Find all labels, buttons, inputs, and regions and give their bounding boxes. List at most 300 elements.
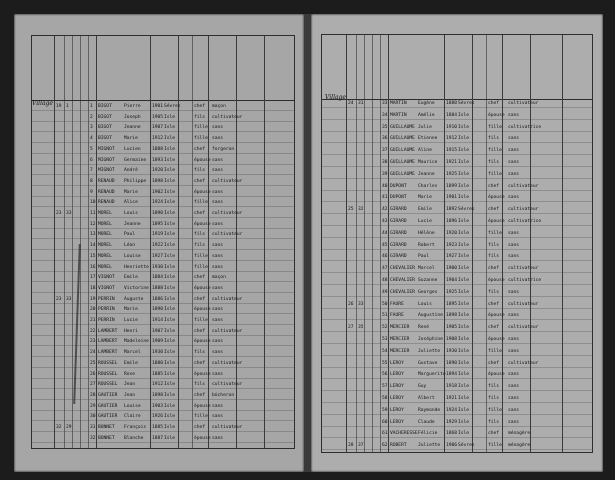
cell-year: 1929 <box>446 419 458 425</box>
cell-first: Louis <box>418 301 432 307</box>
cell-rel: épouse <box>488 219 505 224</box>
cell-rel: fils <box>488 396 500 401</box>
cell-first: Marie <box>418 195 432 201</box>
cell-rel: fils <box>488 160 500 165</box>
cell-first: Germaine <box>124 157 147 163</box>
cell-year: 1890 <box>152 211 164 216</box>
cell-year: 1895 <box>446 301 458 307</box>
cell-name: VIGNOT <box>98 285 115 291</box>
row-rule <box>322 213 592 214</box>
cell-first: Eugène <box>418 101 435 106</box>
row-rule <box>322 437 592 438</box>
cell-year: 1927 <box>152 253 164 259</box>
cell-name: ROUSSEL <box>98 371 118 377</box>
cell-name: MOREL <box>98 221 112 227</box>
cell-job: sans <box>508 313 520 319</box>
cell-place: Isle <box>458 219 470 224</box>
cell-name: MERCIER <box>390 348 410 354</box>
cell-name: RENAUD <box>98 200 115 206</box>
cell-name: LAMBERT <box>98 339 118 345</box>
cell-place: Isle <box>164 168 176 174</box>
cell-name: MIGNOT <box>98 146 115 152</box>
cell-n: 37 <box>382 148 388 154</box>
cell-rel: chef <box>194 146 206 152</box>
cell-job: sans <box>508 230 520 236</box>
row-rule <box>32 121 294 122</box>
cell-year: 1868 <box>446 431 458 437</box>
cell-first: Auguste <box>124 296 144 302</box>
cell-name: LEROY <box>390 384 404 390</box>
cell-place: Isle <box>458 372 470 378</box>
cell-n: 16 <box>90 264 96 270</box>
cell-b: 33 <box>358 301 364 307</box>
cell-n: 23 <box>90 339 96 345</box>
cell-rel: fille <box>488 171 502 177</box>
cell-rel: fils <box>194 232 206 238</box>
cell-year: 1901 <box>152 104 164 109</box>
cell-job: sans <box>212 253 224 259</box>
cell-year: 1921 <box>446 160 458 165</box>
cell-place: Sévres <box>458 101 475 106</box>
cell-job: sans <box>212 264 224 270</box>
cell-job: cultivateur <box>212 360 243 366</box>
row-rule <box>322 319 592 320</box>
cell-place: Isle <box>164 382 176 388</box>
cell-rel: épouse <box>488 337 505 342</box>
cell-year: 1905 <box>152 114 164 120</box>
cell-year: 1902 <box>152 189 164 195</box>
cell-place: Isle <box>164 232 176 238</box>
cell-b: 31 <box>358 101 364 106</box>
cell-job: sans <box>508 254 520 260</box>
cell-name: CHEVALIER <box>390 278 415 283</box>
cell-n: 20 <box>90 307 96 313</box>
cell-job: cultivatrice <box>508 124 542 130</box>
cell-job: sans <box>212 125 224 131</box>
cell-rel: fils <box>194 382 206 388</box>
row-rule <box>32 420 294 421</box>
cell-job: maçon <box>212 104 226 109</box>
cell-first: Charles <box>418 183 438 189</box>
cell-first: Alice <box>124 200 138 206</box>
cell-year: 1893 <box>152 157 164 163</box>
cell-place: Isle <box>458 337 470 342</box>
cell-year: 1900 <box>446 266 458 272</box>
cell-first: Paul <box>418 254 430 260</box>
cell-rel: fille <box>488 407 502 413</box>
row-rule <box>322 237 592 238</box>
cell-name: LAMBERT <box>98 328 118 334</box>
row-rule <box>322 142 592 143</box>
cell-year: 1898 <box>152 178 164 184</box>
cell-name: FAURE <box>390 313 404 319</box>
row-rule <box>32 410 294 411</box>
cell-n: 5 <box>90 146 93 152</box>
cell-n: 21 <box>90 318 96 323</box>
cell-place: Isle <box>164 318 176 323</box>
row-rule <box>32 313 294 314</box>
row-rule <box>32 271 294 272</box>
cell-job: sans <box>508 242 520 248</box>
cell-first: Lucie <box>418 219 432 224</box>
cell-first: Léon <box>124 243 136 249</box>
row-rule <box>322 355 592 356</box>
row-rule <box>322 225 592 226</box>
cell-job: cultivateur <box>508 325 539 331</box>
row-rule <box>322 367 592 368</box>
cell-year: 1912 <box>152 136 164 142</box>
cell-year: 1899 <box>446 183 458 189</box>
cell-first: Joséphine <box>418 337 443 342</box>
cell-rel: fille <box>488 443 502 449</box>
cell-name: LEROY <box>390 372 404 378</box>
row-rule <box>32 206 294 207</box>
right-register-page <box>311 14 603 472</box>
cell-name: MOREL <box>98 211 112 216</box>
cell-name: GIRARD <box>390 230 407 236</box>
cell-first: Marie <box>124 189 138 195</box>
cell-n: 47 <box>382 266 388 272</box>
cell-n: 2 <box>90 114 93 120</box>
cell-rel: fils <box>194 243 206 249</box>
cell-job: sans <box>508 372 520 378</box>
cell-year: 1912 <box>152 382 164 388</box>
row-rule <box>32 442 294 443</box>
cell-first: Henriette <box>124 264 149 270</box>
cell-job: sans <box>212 307 224 313</box>
cell-n: 14 <box>90 243 96 249</box>
cell-job: cultivateur <box>212 114 243 120</box>
book-gutter <box>304 14 311 472</box>
cell-name: MIGNOT <box>98 157 115 163</box>
cell-rel: fils <box>488 419 500 425</box>
left-register-table <box>31 35 295 449</box>
cell-rel: fils <box>488 242 500 248</box>
cell-n: 51 <box>382 313 388 319</box>
cell-year: 1901 <box>446 195 458 201</box>
cell-year: 1909 <box>152 339 164 345</box>
cell-rel: fille <box>194 253 208 259</box>
cell-first: Victorine <box>124 285 149 291</box>
cell-job: sans <box>212 136 224 142</box>
cell-rel: chef <box>488 301 500 307</box>
cell-name: GUILLAUME <box>390 171 415 177</box>
cell-place: Isle <box>458 313 470 319</box>
cell-place: Isle <box>164 253 176 259</box>
cell-first: Guy <box>418 384 427 390</box>
cell-name: BIGOT <box>98 125 112 131</box>
cell-place: Isle <box>458 266 470 272</box>
cell-place: Isle <box>458 171 470 177</box>
cell-place: Isle <box>164 211 176 216</box>
row-rule <box>32 345 294 346</box>
cell-year: 1898 <box>152 392 164 398</box>
cell-first: Philippe <box>124 178 147 184</box>
cell-n: 28 <box>90 392 96 398</box>
cell-place: Isle <box>458 325 470 331</box>
cell-n: 53 <box>382 337 388 342</box>
cell-job: sans <box>508 148 520 154</box>
cell-first: Georges <box>418 289 438 295</box>
right-register-table <box>321 34 593 453</box>
cell-name: ROUSSEL <box>98 360 118 366</box>
cell-rel: fille <box>194 318 208 323</box>
cell-rel: chef <box>488 207 500 213</box>
cell-place: Sévres <box>458 207 475 213</box>
cell-job: sans <box>508 407 520 413</box>
cell-n: 46 <box>382 254 388 260</box>
cell-name: LEROY <box>390 396 404 401</box>
cell-place: Isle <box>458 419 470 425</box>
row-rule <box>32 303 294 304</box>
cell-rel: chef <box>194 275 206 281</box>
row-rule <box>322 272 592 273</box>
cell-rel: fille <box>488 230 502 236</box>
cell-first: Marie <box>124 136 138 142</box>
cell-n: 24 <box>90 350 96 356</box>
cell-rel: fils <box>488 384 500 390</box>
cell-name: VACHERESSE <box>390 431 418 437</box>
cell-place: Isle <box>458 396 470 401</box>
cell-place: Isle <box>164 178 176 184</box>
cell-first: Julie <box>418 124 432 130</box>
cell-job: cultivatrice <box>508 278 542 283</box>
left-register-page <box>14 14 304 472</box>
cell-name: GAUTIER <box>98 403 118 409</box>
cell-n: 25 <box>90 360 96 366</box>
cell-n: 31 <box>90 425 96 430</box>
cell-place: Isle <box>458 160 470 165</box>
row-rule <box>32 335 294 336</box>
cell-n: 49 <box>382 289 388 295</box>
cell-year: 1912 <box>446 136 458 142</box>
cell-n: 19 <box>90 296 96 302</box>
cell-job: sans <box>212 243 224 249</box>
cell-rel: chef <box>488 325 500 331</box>
cell-place: Isle <box>164 157 176 163</box>
cell-first: Amélie <box>418 112 435 118</box>
cell-year: 1898 <box>446 313 458 319</box>
row-rule <box>322 331 592 332</box>
cell-b: 33 <box>66 296 72 302</box>
row-rule <box>322 154 592 155</box>
cell-place: Isle <box>164 296 176 302</box>
cell-name: GUILLAUME <box>390 148 415 154</box>
cell-year: 1919 <box>152 232 164 238</box>
cell-year: 1922 <box>152 243 164 249</box>
cell-n: 40 <box>382 183 388 189</box>
cell-name: ROUSSEL <box>98 382 118 388</box>
cell-name: MOREL <box>98 243 112 249</box>
cell-first: Juliette <box>418 348 441 354</box>
row-rule <box>32 431 294 432</box>
row-rule <box>322 308 592 309</box>
row-rule <box>322 284 592 285</box>
cell-job: cultivateur <box>212 232 243 238</box>
cell-year: 1915 <box>446 148 458 154</box>
cell-job: sans <box>212 435 224 441</box>
cell-n: 29 <box>90 403 96 409</box>
cell-job: sans <box>212 403 224 409</box>
cell-place: Isle <box>458 148 470 154</box>
cell-first: Suzanne <box>418 278 438 283</box>
cell-n: 15 <box>90 253 96 259</box>
cell-n: 33 <box>382 101 388 106</box>
cell-name: GIRARD <box>390 219 407 224</box>
row-rule <box>322 131 592 132</box>
cell-name: GAUTIER <box>98 414 118 420</box>
cell-place: Isle <box>458 136 470 142</box>
cell-name: RENAUD <box>98 178 115 184</box>
row-rule <box>322 402 592 403</box>
cell-job: sans <box>508 289 520 295</box>
cell-n: 26 <box>90 371 96 377</box>
cell-year: 1880 <box>152 360 164 366</box>
cell-first: Augustine <box>418 313 443 319</box>
cell-name: PERRIN <box>98 318 115 323</box>
cell-place: Sévres <box>164 104 181 109</box>
cell-first: Emile <box>124 275 138 281</box>
cell-year: 1920 <box>152 168 164 174</box>
cell-n: 27 <box>90 382 96 388</box>
cell-n: 55 <box>382 360 388 366</box>
cell-n: 35 <box>382 124 388 130</box>
cell-rel: chef <box>194 211 206 216</box>
cell-n: 41 <box>382 195 388 201</box>
cell-first: Paul <box>124 232 136 238</box>
cell-place: Isle <box>164 435 176 441</box>
cell-place: Isle <box>164 146 176 152</box>
cell-rel: chef <box>194 425 206 430</box>
cell-year: 1890 <box>446 360 458 366</box>
cell-rel: épouse <box>194 157 211 163</box>
cell-name: BIGOT <box>98 114 112 120</box>
row-rule <box>32 110 294 111</box>
cell-place: Isle <box>164 339 176 345</box>
cell-job: sans <box>212 414 224 420</box>
cell-a: 23 <box>56 296 62 302</box>
cell-n: 11 <box>90 211 96 216</box>
cell-b: 32 <box>358 207 364 213</box>
cell-job: cultivateur <box>212 328 243 334</box>
cell-first: Marcel <box>124 350 141 356</box>
cell-year: 1918 <box>446 384 458 390</box>
cell-rel: chef <box>194 360 206 366</box>
cell-name: LEROY <box>390 407 404 413</box>
cell-first: Marie <box>124 307 138 313</box>
cell-job: sans <box>212 221 224 227</box>
cell-name: CHEVALIER <box>390 289 415 295</box>
cell-place: Isle <box>164 392 176 398</box>
row-rule <box>32 196 294 197</box>
cell-year: 1907 <box>152 125 164 131</box>
cell-name: MERCIER <box>390 337 410 342</box>
cell-year: 1895 <box>152 221 164 227</box>
cell-n: 3 <box>90 125 93 131</box>
cell-n: 57 <box>382 384 388 390</box>
cell-n: 50 <box>382 301 388 307</box>
cell-n: 52 <box>382 325 388 331</box>
row-rule <box>32 281 294 282</box>
row-rule <box>322 426 592 427</box>
cell-n: 12 <box>90 221 96 227</box>
cell-name: MIGNOT <box>98 168 115 174</box>
cell-n: 4 <box>90 136 93 142</box>
cell-rel: fille <box>194 200 208 206</box>
cell-rel: épouse <box>488 313 505 319</box>
cell-year: 1908 <box>446 337 458 342</box>
row-rule <box>322 190 592 191</box>
cell-year: 1896 <box>446 219 458 224</box>
cell-year: 1888 <box>152 146 164 152</box>
cell-first: Lucien <box>124 146 141 152</box>
cell-job: cultivateur <box>508 101 539 106</box>
cell-name: MARTIN <box>390 112 407 118</box>
cell-job: cultivateur <box>508 266 539 272</box>
cell-job: cultivateur <box>212 178 243 184</box>
cell-place: Isle <box>164 200 176 206</box>
cell-year: 1886 <box>152 296 164 302</box>
cell-name: BONNET <box>98 425 115 430</box>
cell-first: Lucie <box>124 318 138 323</box>
cell-year: 1890 <box>152 307 164 313</box>
cell-rel: épouse <box>194 285 211 291</box>
cell-rel: fille <box>194 264 208 270</box>
row-rule <box>32 164 294 165</box>
cell-job: sans <box>508 160 520 165</box>
cell-name: VIGNOT <box>98 275 115 281</box>
cell-n: 10 <box>90 200 96 206</box>
cell-place: Isle <box>458 124 470 130</box>
cell-n: 56 <box>382 372 388 378</box>
cell-job: cultivateur <box>508 301 539 307</box>
cell-year: 1925 <box>446 289 458 295</box>
cell-n: 13 <box>90 232 96 238</box>
cell-year: 1907 <box>152 328 164 334</box>
cell-n: 30 <box>90 414 96 420</box>
cell-n: 38 <box>382 160 388 165</box>
cell-job: ménagère <box>508 443 531 449</box>
row-rule <box>32 174 294 175</box>
cell-n: 6 <box>90 157 93 163</box>
cell-job: cultivatrice <box>508 219 542 224</box>
row-rule <box>32 324 294 325</box>
cell-year: 1904 <box>446 278 458 283</box>
cell-year: 1927 <box>446 254 458 260</box>
cell-first: Pierre <box>124 104 141 109</box>
cell-n: 39 <box>382 171 388 177</box>
cell-year: 1924 <box>152 200 164 206</box>
cell-name: GIRARD <box>390 242 407 248</box>
cell-place: Isle <box>164 403 176 409</box>
row-rule <box>322 390 592 391</box>
cell-job: sans <box>212 318 224 323</box>
right-table-header <box>322 35 592 100</box>
cell-first: Gustave <box>418 360 438 366</box>
cell-place: Isle <box>458 348 470 354</box>
row-rule <box>32 142 294 143</box>
cell-job: cultivateur <box>212 382 243 388</box>
cell-b: 37 <box>358 443 364 449</box>
cell-job: sans <box>212 350 224 356</box>
cell-place: Isle <box>458 254 470 260</box>
cell-b: 29 <box>66 425 72 430</box>
row-rule <box>322 343 592 344</box>
cell-n: 45 <box>382 242 388 248</box>
cell-job: cultivateur <box>508 360 539 366</box>
cell-job: sans <box>212 371 224 377</box>
cell-n: 7 <box>90 168 93 174</box>
